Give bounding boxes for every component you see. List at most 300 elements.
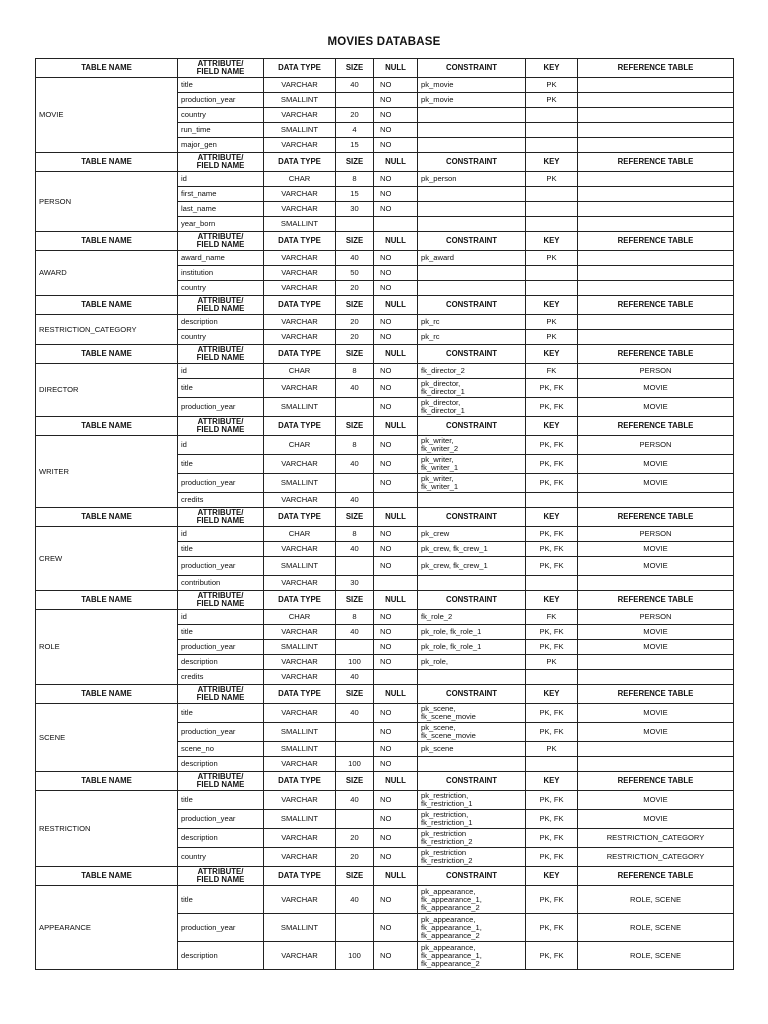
size-cell: 40 [336,704,374,723]
null-cell: NO [374,557,418,576]
field-name-cell: title [178,379,264,398]
reference-table-cell: MOVIE [578,640,734,655]
data-type-cell: CHAR [264,364,336,379]
movies-schema-table [35,58,734,970]
field-name-cell: major_gen [178,138,264,153]
reference-table-cell: PERSON [578,610,734,625]
table-header-row [36,345,734,364]
header-size: SIZE [336,867,374,886]
header-size: SIZE [336,685,374,704]
data-type-cell: VARCHAR [264,202,336,217]
header-data-type: DATA TYPE [264,417,336,436]
field-name-cell: scene_no [178,742,264,757]
data-type-cell: VARCHAR [264,108,336,123]
field-name-cell: last_name [178,202,264,217]
table-row [36,364,734,379]
data-type-cell: VARCHAR [264,848,336,867]
null-cell: NO [374,640,418,655]
header-data-type: DATA TYPE [264,685,336,704]
constraint-cell: pk_writer, fk_writer_1 [418,455,526,474]
size-cell: 100 [336,757,374,772]
size-cell [336,557,374,576]
table-row [36,610,734,625]
constraint-cell: pk_award [418,251,526,266]
field-name-cell: production_year [178,474,264,493]
null-cell: NO [374,791,418,810]
null-cell: NO [374,251,418,266]
header-table-name: TABLE NAME [36,345,178,364]
data-type-cell: VARCHAR [264,315,336,330]
key-cell: PK, FK [526,810,578,829]
header-constraint: CONSTRAINT [418,296,526,315]
reference-table-cell: MOVIE [578,704,734,723]
table-header-row [36,591,734,610]
header-reference-table: REFERENCE TABLE [578,345,734,364]
size-cell [336,810,374,829]
key-cell: PK, FK [526,942,578,970]
reference-table-cell: PERSON [578,527,734,542]
null-cell: NO [374,625,418,640]
table-row [36,791,734,810]
size-cell: 8 [336,364,374,379]
reference-table-cell [578,202,734,217]
header-data-type: DATA TYPE [264,867,336,886]
key-cell: PK, FK [526,914,578,942]
size-cell: 40 [336,670,374,685]
reference-table-cell: MOVIE [578,474,734,493]
null-cell: NO [374,704,418,723]
header-field-name: ATTRIBUTE/ FIELD NAME [178,591,264,610]
field-name-cell: description [178,757,264,772]
null-cell: NO [374,527,418,542]
header-table-name: TABLE NAME [36,59,178,78]
data-type-cell: VARCHAR [264,251,336,266]
table-header-row [36,685,734,704]
key-cell: PK [526,655,578,670]
header-key: KEY [526,345,578,364]
field-name-cell: id [178,610,264,625]
reference-table-cell [578,266,734,281]
reference-table-cell [578,493,734,508]
data-type-cell: VARCHAR [264,655,336,670]
size-cell: 40 [336,251,374,266]
field-name-cell: production_year [178,640,264,655]
reference-table-cell [578,281,734,296]
table-header-row [36,417,734,436]
constraint-cell: pk_director, fk_director_1 [418,379,526,398]
data-type-cell: CHAR [264,527,336,542]
constraint-cell [418,493,526,508]
header-reference-table: REFERENCE TABLE [578,867,734,886]
header-reference-table: REFERENCE TABLE [578,153,734,172]
header-reference-table: REFERENCE TABLE [578,772,734,791]
null-cell: NO [374,655,418,670]
field-name-cell: id [178,172,264,187]
data-type-cell: VARCHAR [264,379,336,398]
size-cell: 20 [336,315,374,330]
table-name-cell: RESTRICTION_CATEGORY [36,315,178,345]
null-cell: NO [374,78,418,93]
null-cell [374,493,418,508]
reference-table-cell [578,78,734,93]
reference-table-cell [578,655,734,670]
size-cell: 8 [336,527,374,542]
header-key: KEY [526,232,578,251]
field-name-cell: title [178,542,264,557]
key-cell [526,108,578,123]
null-cell: NO [374,942,418,970]
null-cell: NO [374,610,418,625]
key-cell: PK, FK [526,791,578,810]
header-null: NULL [374,232,418,251]
null-cell: NO [374,123,418,138]
key-cell: PK, FK [526,704,578,723]
null-cell: NO [374,436,418,455]
key-cell: PK, FK [526,474,578,493]
data-type-cell: SMALLINT [264,723,336,742]
header-constraint: CONSTRAINT [418,417,526,436]
header-reference-table: REFERENCE TABLE [578,591,734,610]
size-cell [336,93,374,108]
size-cell [336,742,374,757]
key-cell [526,281,578,296]
header-constraint: CONSTRAINT [418,685,526,704]
header-key: KEY [526,59,578,78]
reference-table-cell: MOVIE [578,723,734,742]
constraint-cell: pk_restriction, fk_restriction_1 [418,810,526,829]
data-type-cell: VARCHAR [264,886,336,914]
document-title: MOVIES DATABASE [327,36,441,48]
key-cell: PK, FK [526,542,578,557]
table-row [36,527,734,542]
size-cell: 40 [336,791,374,810]
constraint-cell: pk_writer, fk_writer_2 [418,436,526,455]
key-cell [526,202,578,217]
field-name-cell: description [178,829,264,848]
constraint-cell: pk_role, fk_role_1 [418,640,526,655]
header-table-name: TABLE NAME [36,417,178,436]
field-name-cell: title [178,704,264,723]
field-name-cell: production_year [178,914,264,942]
data-type-cell: VARCHAR [264,576,336,591]
table-header-row [36,772,734,791]
field-name-cell: year_born [178,217,264,232]
size-cell: 100 [336,655,374,670]
header-key: KEY [526,591,578,610]
constraint-cell: pk_restriction fk_restriction_2 [418,848,526,867]
header-constraint: CONSTRAINT [418,591,526,610]
constraint-cell [418,757,526,772]
null-cell: NO [374,281,418,296]
size-cell: 15 [336,138,374,153]
key-cell [526,138,578,153]
constraint-cell: pk_crew, fk_crew_1 [418,542,526,557]
table-row [36,172,734,187]
null-cell: NO [374,364,418,379]
header-reference-table: REFERENCE TABLE [578,296,734,315]
header-field-name: ATTRIBUTE/ FIELD NAME [178,59,264,78]
header-key: KEY [526,296,578,315]
table-name-cell: WRITER [36,436,178,508]
constraint-cell: pk_appearance, fk_appearance_1, fk_appearance_2 [418,914,526,942]
constraint-cell: pk_role, [418,655,526,670]
size-cell: 20 [336,848,374,867]
null-cell: NO [374,810,418,829]
reference-table-cell: ROLE, SCENE [578,914,734,942]
reference-table-cell: PERSON [578,436,734,455]
null-cell: NO [374,108,418,123]
key-cell: PK [526,330,578,345]
null-cell: NO [374,914,418,942]
key-cell: PK [526,78,578,93]
data-type-cell: VARCHAR [264,187,336,202]
data-type-cell: SMALLINT [264,557,336,576]
null-cell: NO [374,542,418,557]
data-type-cell: SMALLINT [264,123,336,138]
key-cell [526,187,578,202]
table-name-cell: ROLE [36,610,178,685]
null-cell [374,217,418,232]
constraint-cell: pk_appearance, fk_appearance_1, fk_appearance_2 [418,886,526,914]
header-size: SIZE [336,232,374,251]
key-cell: FK [526,610,578,625]
constraint-cell: pk_restriction, fk_restriction_1 [418,791,526,810]
constraint-cell [418,123,526,138]
header-field-name: ATTRIBUTE/ FIELD NAME [178,508,264,527]
key-cell: FK [526,364,578,379]
field-name-cell: title [178,455,264,474]
data-type-cell: VARCHAR [264,704,336,723]
field-name-cell: production_year [178,93,264,108]
data-type-cell: SMALLINT [264,810,336,829]
key-cell [526,123,578,138]
table-row [36,78,734,93]
reference-table-cell: RESTRICTION_CATEGORY [578,848,734,867]
size-cell: 40 [336,78,374,93]
header-table-name: TABLE NAME [36,508,178,527]
key-cell: PK, FK [526,829,578,848]
header-data-type: DATA TYPE [264,508,336,527]
key-cell: PK, FK [526,625,578,640]
reference-table-cell [578,172,734,187]
null-cell: NO [374,398,418,417]
constraint-cell: pk_rc [418,330,526,345]
key-cell: PK, FK [526,527,578,542]
size-cell: 40 [336,493,374,508]
header-table-name: TABLE NAME [36,685,178,704]
field-name-cell: production_year [178,723,264,742]
size-cell: 8 [336,436,374,455]
header-size: SIZE [336,591,374,610]
header-null: NULL [374,591,418,610]
data-type-cell: VARCHAR [264,493,336,508]
null-cell: NO [374,138,418,153]
header-null: NULL [374,772,418,791]
reference-table-cell [578,217,734,232]
constraint-cell [418,187,526,202]
null-cell: NO [374,93,418,108]
size-cell [336,398,374,417]
key-cell: PK, FK [526,640,578,655]
constraint-cell: pk_crew, fk_crew_1 [418,557,526,576]
field-name-cell: institution [178,266,264,281]
header-data-type: DATA TYPE [264,59,336,78]
field-name-cell: title [178,791,264,810]
table-name-cell: AWARD [36,251,178,296]
size-cell: 40 [336,886,374,914]
header-field-name: ATTRIBUTE/ FIELD NAME [178,417,264,436]
header-reference-table: REFERENCE TABLE [578,232,734,251]
header-data-type: DATA TYPE [264,345,336,364]
header-data-type: DATA TYPE [264,296,336,315]
reference-table-cell [578,138,734,153]
data-type-cell: SMALLINT [264,640,336,655]
field-name-cell: credits [178,493,264,508]
field-name-cell: country [178,281,264,296]
field-name-cell: award_name [178,251,264,266]
size-cell [336,217,374,232]
field-name-cell: production_year [178,810,264,829]
key-cell: PK [526,742,578,757]
header-reference-table: REFERENCE TABLE [578,508,734,527]
size-cell: 50 [336,266,374,281]
data-type-cell: VARCHAR [264,829,336,848]
key-cell: PK, FK [526,455,578,474]
constraint-cell: fk_director_2 [418,364,526,379]
reference-table-cell: ROLE, SCENE [578,942,734,970]
header-table-name: TABLE NAME [36,591,178,610]
null-cell: NO [374,848,418,867]
data-type-cell: VARCHAR [264,791,336,810]
table-row [36,704,734,723]
null-cell: NO [374,455,418,474]
header-field-name: ATTRIBUTE/ FIELD NAME [178,345,264,364]
reference-table-cell [578,123,734,138]
header-key: KEY [526,772,578,791]
reference-table-cell: MOVIE [578,625,734,640]
header-size: SIZE [336,345,374,364]
constraint-cell: pk_role, fk_role_1 [418,625,526,640]
table-name-cell: APPEARANCE [36,886,178,970]
table-name-cell: RESTRICTION [36,791,178,867]
header-null: NULL [374,59,418,78]
data-type-cell: SMALLINT [264,93,336,108]
reference-table-cell: MOVIE [578,542,734,557]
constraint-cell [418,217,526,232]
field-name-cell: credits [178,670,264,685]
size-cell: 40 [336,625,374,640]
key-cell: PK [526,251,578,266]
data-type-cell: VARCHAR [264,138,336,153]
header-key: KEY [526,417,578,436]
reference-table-cell [578,93,734,108]
data-type-cell: SMALLINT [264,217,336,232]
header-null: NULL [374,153,418,172]
field-name-cell: country [178,330,264,345]
key-cell [526,576,578,591]
key-cell: PK [526,315,578,330]
size-cell: 30 [336,576,374,591]
table-name-cell: CREW [36,527,178,591]
field-name-cell: run_time [178,123,264,138]
data-type-cell: CHAR [264,436,336,455]
data-type-cell: VARCHAR [264,266,336,281]
key-cell: PK [526,172,578,187]
table-name-cell: PERSON [36,172,178,232]
key-cell: PK, FK [526,398,578,417]
header-reference-table: REFERENCE TABLE [578,59,734,78]
header-null: NULL [374,508,418,527]
key-cell: PK, FK [526,436,578,455]
header-field-name: ATTRIBUTE/ FIELD NAME [178,772,264,791]
size-cell [336,723,374,742]
null-cell: NO [374,202,418,217]
header-field-name: ATTRIBUTE/ FIELD NAME [178,153,264,172]
constraint-cell [418,670,526,685]
header-null: NULL [374,867,418,886]
data-type-cell: SMALLINT [264,742,336,757]
reference-table-cell: MOVIE [578,557,734,576]
header-key: KEY [526,685,578,704]
header-constraint: CONSTRAINT [418,345,526,364]
reference-table-cell: MOVIE [578,791,734,810]
header-field-name: ATTRIBUTE/ FIELD NAME [178,685,264,704]
reference-table-cell: ROLE, SCENE [578,886,734,914]
header-field-name: ATTRIBUTE/ FIELD NAME [178,867,264,886]
field-name-cell: id [178,527,264,542]
field-name-cell: country [178,108,264,123]
size-cell: 20 [336,281,374,296]
size-cell: 20 [336,829,374,848]
data-type-cell: CHAR [264,172,336,187]
constraint-cell: pk_restriction fk_restriction_2 [418,829,526,848]
header-constraint: CONSTRAINT [418,867,526,886]
size-cell [336,914,374,942]
constraint-cell [418,281,526,296]
null-cell: NO [374,330,418,345]
size-cell [336,474,374,493]
size-cell: 30 [336,202,374,217]
table-header-row [36,296,734,315]
null-cell: NO [374,315,418,330]
reference-table-cell: RESTRICTION_CATEGORY [578,829,734,848]
reference-table-cell [578,742,734,757]
field-name-cell: title [178,78,264,93]
constraint-cell: pk_rc [418,315,526,330]
null-cell: NO [374,829,418,848]
reference-table-cell: PERSON [578,364,734,379]
reference-table-cell [578,315,734,330]
data-type-cell: VARCHAR [264,625,336,640]
header-table-name: TABLE NAME [36,153,178,172]
data-type-cell: VARCHAR [264,757,336,772]
header-null: NULL [374,345,418,364]
header-field-name: ATTRIBUTE/ FIELD NAME [178,232,264,251]
null-cell: NO [374,723,418,742]
reference-table-cell: MOVIE [578,455,734,474]
header-constraint: CONSTRAINT [418,59,526,78]
null-cell: NO [374,187,418,202]
null-cell: NO [374,266,418,281]
table-name-cell: MOVIE [36,78,178,153]
size-cell: 100 [336,942,374,970]
null-cell [374,670,418,685]
null-cell: NO [374,172,418,187]
header-constraint: CONSTRAINT [418,508,526,527]
table-header-row [36,232,734,251]
size-cell: 40 [336,542,374,557]
data-type-cell: CHAR [264,610,336,625]
